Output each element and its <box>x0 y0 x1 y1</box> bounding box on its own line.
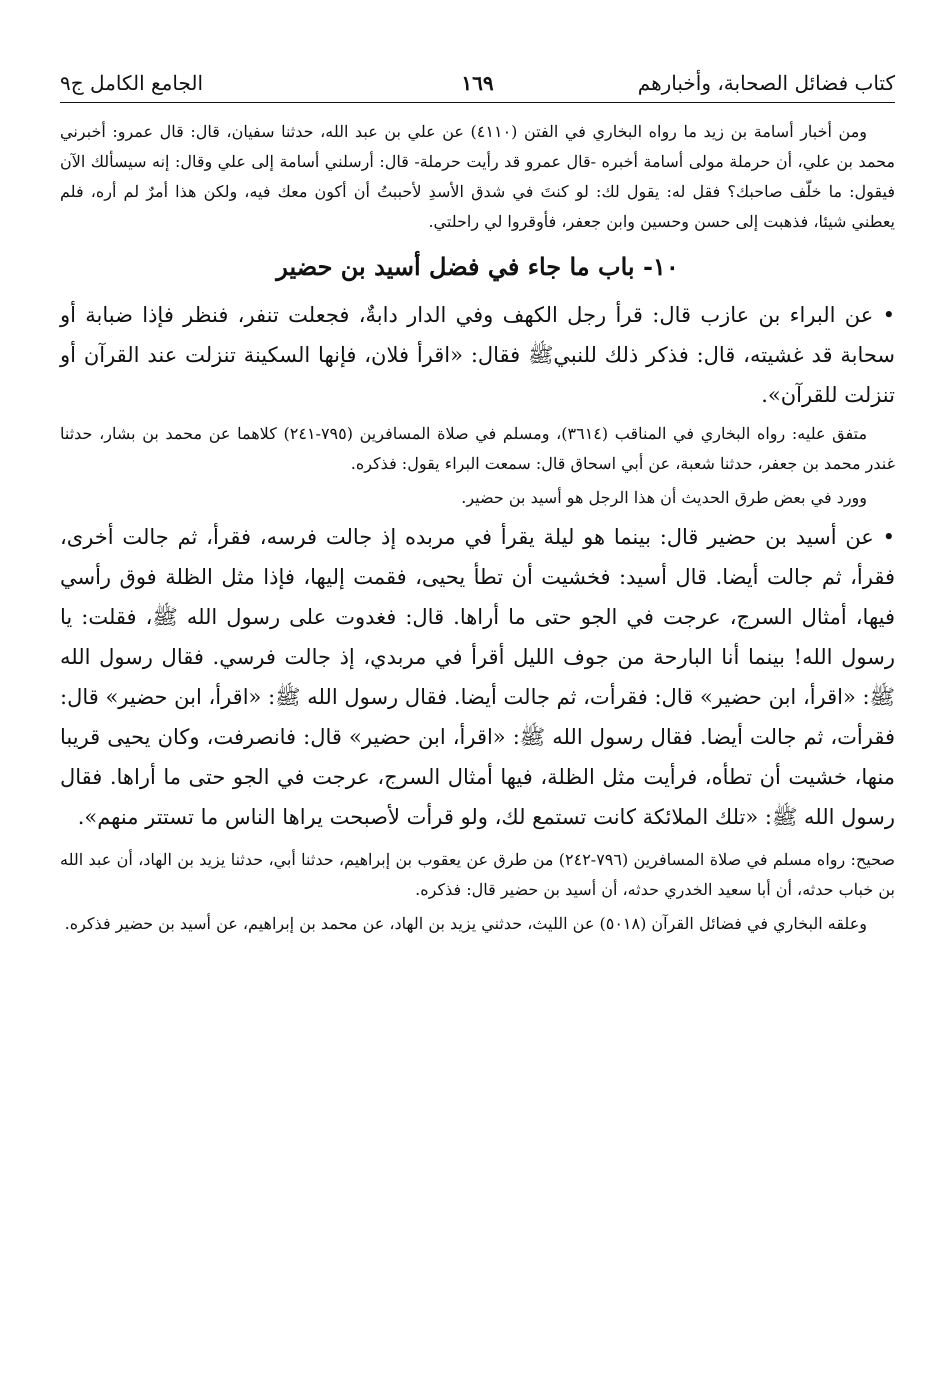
book-section-title: كتاب فضائل الصحابة، وأخبارهم <box>637 71 895 95</box>
takhrij-usayd: صحيح: رواه مسلم في صلاة المسافرين (٧٩٦-٢٤٢) من طرق عن يعقوب بن إبراهيم، حدثنا أبي، حدثنا يزيد بن الهاد، أن عبد الله بن خباب حدثه، أن أبا سعيد الخدري حدثه، أن أسيد بن حضير قال: فذكره. <box>60 850 895 899</box>
hadith-bara: • عن البراء بن عازب قال: قرأ رجل الكهف وفي الدار دابةٌ، فجعلت تنفر، فنظر فإذا ضبابة أو سحابة قد غشيته، قال: فذكر ذلك للنبيﷺ فقال: «اقرأ فلان، فإنها السكينة تنزلت عند القرآن أو تنزلت للقرآن». <box>60 303 895 407</box>
note-usayd: وورد في بعض طرق الحديث أن هذا الرجل هو أسيد بن حضير. <box>461 488 867 507</box>
takhrij-bara: متفق عليه: رواه البخاري في المناقب (٣٦١٤)، ومسلم في صلاة المسافرين (٧٩٥-٢٤١) كلاهما عن محمد بن بشار، حدثنا غندر محمد بن جعفر، حدثنا شعبة، عن أبي اسحاق قال: سمعت البراء يقول: فذكره. <box>60 424 895 473</box>
intro-paragraph: ومن أخبار أسامة بن زيد ما رواه البخاري في الفتن (٤١١٠) عن علي بن عبد الله، حدثنا سفيان، قال: قال عمرو: أخبرني محمد بن علي، أن حرملة مولى أسامة أخبره -قال عمرو قد رأيت حرملة- قال: أرسلني أسامة إلى علي وقال: إنه سيسألك الآن فيقول: ما خلّف صاحبك؟ فقل له: يقول لك: لو كنتَ في شدق الأسدِ لأحببتُ أن أكون معك فيه، ولكن هذا أمرٌ لم أره، فلم يعطني شيئا، فذهبت إلى حسن وحسين وابن جعفر، فأوقروا لي راحلتي. <box>60 122 896 231</box>
chapter-heading: ١٠- باب ما جاء في فضل أسيد بن حضير <box>276 252 679 281</box>
header-divider <box>60 102 895 103</box>
hadith-usayd: • عن أسيد بن حضير قال: بينما هو ليلة يقرأ في مربده إذ جالت فرسه، فقرأ، ثم جالت أخرى، فقرأ، ثم جالت أيضا. قال أسيد: فخشيت أن تطأ يحيى، فقمت إليها، فإذا مثل الظلة فوق رأسي فيها، أمثال السرج، عرجت في الجو حتى ما أراها. قال: فغدوت على رسول الله ﷺ، فقلت: يا رسول الله! بينما أنا البارحة من جوف الليل أقرأ في مربدي، إذ جالت فرسي. فقال رسول الله ﷺ: «اقرأ، ابن حضير» قال: فقرأت، ثم جالت أيضا. فقال رسول الله ﷺ: «اقرأ، ابن حضير» قال: فقرأت، ثم جالت أيضا. فقال رسول الله ﷺ: «اقرأ، ابن حضير» قال: فانصرفت، وكان يحيى قريبا منها، خشيت أن تطأه، فرأيت مثل الظلة، فيها أمثال السرج، عرجت في الجو حتى ما أراها. فقال رسول الله ﷺ: «تلك الملائكة كانت تستمع لك، ولو قرأت لأصبحت يراها الناس ما تستتر منهم». <box>60 525 895 829</box>
page-number: ١٦٩ <box>461 71 494 95</box>
note-bukhari: وعلقه البخاري في فضائل القرآن (٥٠١٨) عن الليث، حدثني يزيد بن الهاد، عن محمد بن إبراهيم، عن أسيد بن حضير فذكره. <box>64 914 867 933</box>
running-header <box>60 68 895 102</box>
book-page <box>60 68 895 939</box>
book-volume-title: الجامع الكامل ج٩ <box>60 71 204 95</box>
